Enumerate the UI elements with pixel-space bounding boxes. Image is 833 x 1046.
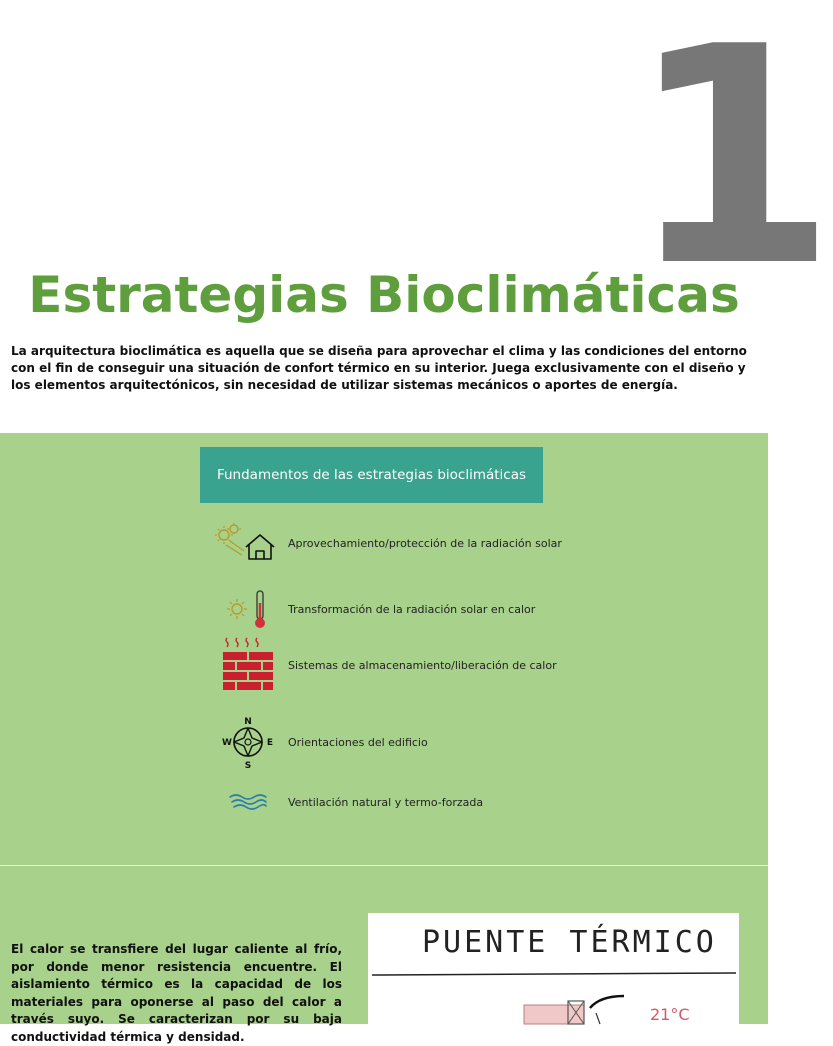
infographic-header-text: Fundamentos de las estrategias bioclimáticas (216, 467, 527, 483)
sketch-title: PUENTE TÉRMICO (422, 925, 717, 960)
sun-thermometer-icon (206, 589, 282, 629)
sketch-temperature: 21°C (650, 1005, 690, 1024)
compass-east: E (266, 738, 274, 748)
item-heat-storage (206, 639, 566, 691)
compass-north: N (244, 717, 252, 727)
wind-waves-icon (206, 782, 282, 822)
heated-brick-wall-icon (206, 639, 282, 691)
item-ventilation (206, 782, 566, 822)
item-label: Aprovechamiento/protección de la radiación solar (288, 536, 562, 550)
item-label: Sistemas de almacenamiento/liberación de calor (288, 658, 557, 672)
sun-house-icon (206, 523, 282, 563)
infographic-header (200, 447, 543, 503)
thermal-bridge-sketch (368, 913, 739, 1024)
intro-paragraph: La arquitectura bioclimática es aquella que se diseña para aprovechar el clima y las condiciones del entorno con el fin de conseguir una situación de confort térmico en su interior. Juega exclusivamente con el diseño y los elementos arquitectónicos, sin necesidad de utilizar sistemas mecánicos o aportes de energía. (11, 344, 747, 392)
compass-south: S (244, 761, 252, 771)
section-number: 1 (628, 0, 833, 332)
item-label: Transformación de la radiación solar en calor (288, 602, 536, 616)
item-label: Ventilación natural y termo-forzada (288, 795, 484, 809)
item-solar-radiation (206, 523, 566, 563)
item-label: Orientaciones del edificio (288, 735, 428, 749)
compass-rose-icon (206, 715, 282, 769)
item-solar-to-heat (206, 589, 566, 629)
insulation-paragraph: El calor se transfiere del lugar caliente al frío, por donde menor resistencia encuentre. El aislamiento térmico es la capacidad de los materiales para oponerse al paso del calor a través suyo. Se caracterizan por su baja conductividad térmica y densidad. (11, 942, 342, 1044)
compass-west: W (222, 738, 232, 748)
page-title: Estrategias Bioclimáticas (28, 266, 740, 324)
item-orientation (206, 715, 566, 769)
